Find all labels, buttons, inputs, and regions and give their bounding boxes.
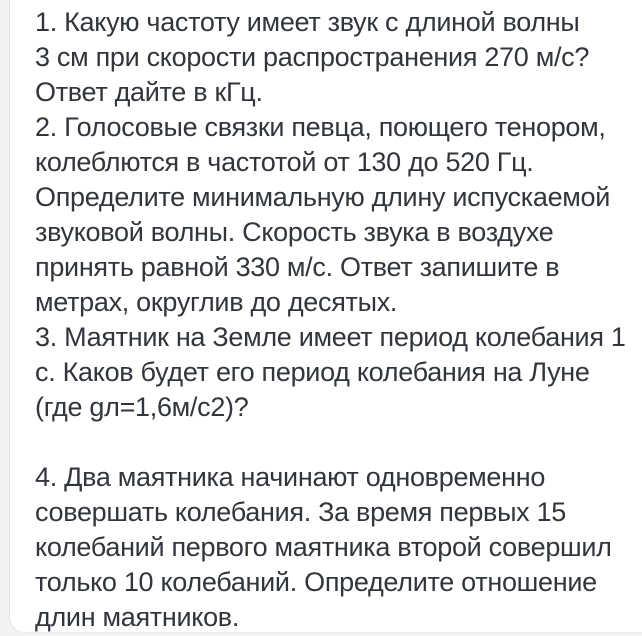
text-line: (где gл=1,6м/с2)? [35,392,249,422]
text-line: длин маятников. [35,602,240,632]
text-line: звуковой волны. Скорость звука в воздухе [35,217,554,247]
text-line: совершать колебания. За время первых 15 [35,497,567,527]
text-line: 4. Два маятника начинают одновременно [35,462,546,492]
text-line: колебаний первого маятника второй совершил [35,532,612,562]
text-line: 1. Какую частоту имеет звук с длиной волны [35,7,580,37]
text-line: 3. Маятник на Земле имеет период колебания 1 [35,322,626,352]
text-line [35,425,634,460]
text-line: принять равной 330 м/с. Ответ запишите в [35,252,560,282]
text-line: 2. Голосовые связки певца, поющего тенором, [35,112,606,142]
text-line: Определите минимальную длину испускаемой [35,182,611,212]
text-line: колеблются в частотой от 130 до 520 Гц. [35,147,534,177]
text-line: 3 см при скорости распространения 270 м/с? [35,42,590,72]
text-line: с. Каков будет его период колебания на Луне [35,357,590,387]
text-line: Ответ дайте в кГц. [35,77,263,107]
problem-text-block [10,0,642,635]
text-line: только 10 колебаний. Определите отношение [35,567,597,597]
document-card [9,0,642,633]
text-line: метрах, округлив до десятых. [35,287,398,317]
